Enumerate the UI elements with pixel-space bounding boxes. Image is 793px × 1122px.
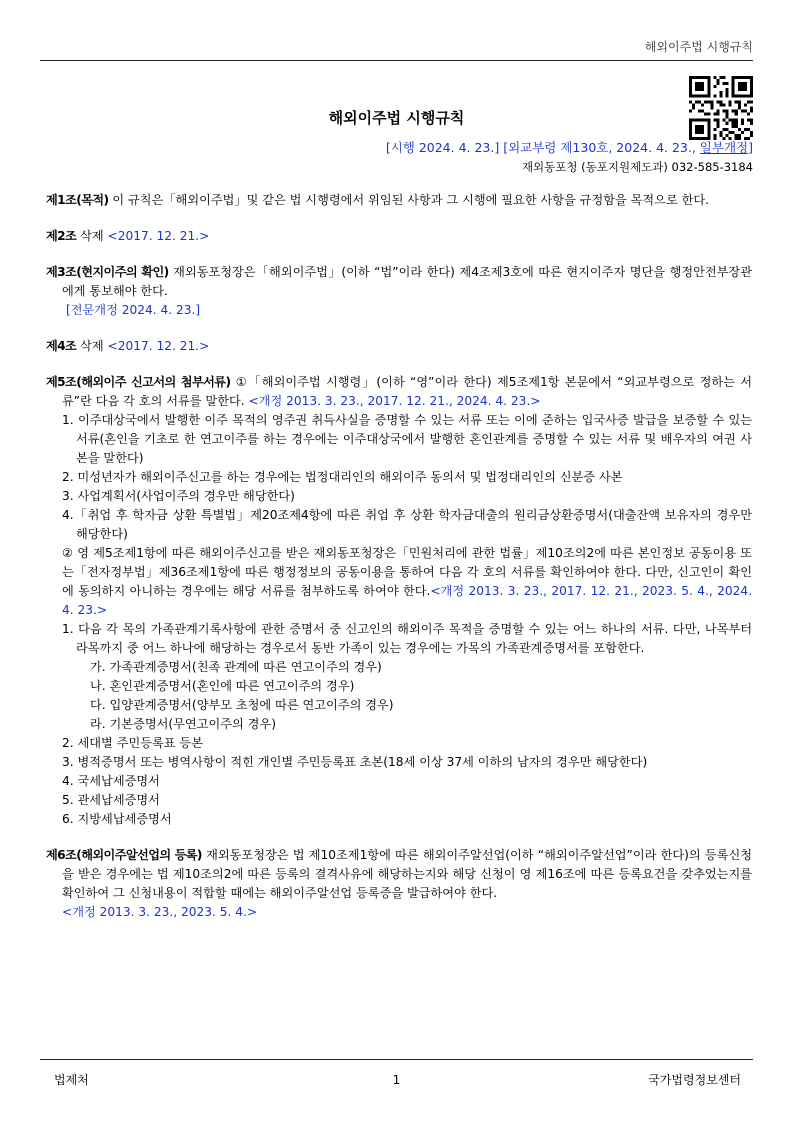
list-item: 1. 다음 각 목의 가족관계기록사항에 관한 증명서 중 신고인의 해외이주 목적을 증명할 수 있는 어느 하나의 서류. 다만, 나목부터 라목까지 중 어느 하나에 해당하는 경우로서 동반 가족이 있는 경우에는 가목의 가족관계증명서를 포함한다. [62, 622, 752, 655]
footer-source: 국가법령정보센터 [648, 1073, 741, 1087]
page-number: 1 [392, 1073, 401, 1087]
list-item: 5. 관세납세증명서 [62, 793, 160, 807]
article-5 [46, 373, 752, 829]
article-4 [46, 337, 752, 356]
revision-note: <개정 2013. 3. 23., 2023. 5. 4.> [62, 905, 258, 919]
footer-divider [40, 1059, 753, 1060]
enactment-info [386, 138, 753, 157]
revision-note: <개정 2013. 3. 23., 2017. 12. 21., 2024. 4. 23.> [248, 394, 541, 408]
list-item: 4.「취업 후 학자금 상환 특별법」제20조제4항에 따른 취업 후 상환 학자금대출의 원리금상환증명서(대출잔액 보유자의 경우만 해당한다) [62, 508, 752, 541]
sub-item: 나. 혼인관계증명서(혼인에 따른 연고이주의 경우) [90, 679, 355, 693]
article-heading: 제5조(해외이주 신고서의 첨부서류) [46, 375, 231, 389]
article-text: 재외동포청장은 법 제10조제1항에 따른 해외이주알선업(이하 “해외이주알선업”이라 한다)의 등록신청을 받은 경우에는 법 제10조의2에 따른 등록의 결격사유에 해당하는지와 해당 신청이 영 제16조에 따른 등록요건을 갖추었는지를 확인하여 그 신청내용이 적합할 때에는 해외이주알선업 등록증을 발급하여야 한다. [62, 848, 752, 900]
article-text: ①「해외이주법 시행령」(이하 “영”이라 한다) 제5조제1항 본문에서 “외교부령으로 정하는 서류”란 다음 각 호의 서류를 말한다. [62, 375, 753, 408]
list-item: 6. 지방세납세증명서 [62, 812, 172, 826]
enactment-text: [시행 2024. 4. 23.] [외교부령 제130호, 2024. 4. 23., [385, 140, 700, 155]
list-item: 4. 국세납세증명서 [62, 774, 160, 788]
article-1 [46, 191, 752, 210]
article-2 [46, 227, 752, 246]
article-text: 삭제 [76, 229, 108, 243]
list-item: 2. 미성년자가 해외이주신고를 하는 경우에는 법정대리인의 해외이주 동의서 및 법정대리인의 신분증 사본 [62, 470, 623, 484]
article-3 [46, 263, 752, 320]
revision-note: [전문개정 2024. 4. 23.] [66, 303, 201, 317]
article-heading: 제1조(목적) [46, 193, 109, 207]
article-paragraph-1 [46, 373, 752, 411]
department-contact: 재외동포청 (동포지원제도과) 032-585-3184 [521, 160, 753, 174]
article-text: 재외동포청장은「해외이주법」(이하 “법”이라 한다) 제4조제3호에 따른 현지이주자 명단을 행정안전부장관에게 통보해야 한다. [62, 265, 752, 298]
article-paragraph-2 [46, 544, 752, 620]
list-item: 3. 사업계획서(사업이주의 경우만 해당한다) [62, 489, 295, 503]
article-text: ② 영 제5조제1항에 따른 해외이주신고를 받은 재외동포청장은「민원처리에 관한 법률」제10조의2에 따른 본인정보 공동이용 또는「전자정부법」제36조제1항에 따른 행정정보의 공동이용을 통하여 다음 각 호의 서류를 확인하여야 한다. 다만, 신고인이 확인에 동의하지 아니하는 경우에는 해당 서류를 첨부하도록 하여야 한다. [62, 546, 752, 598]
sub-item: 라. 기본증명서(무연고이주의 경우) [90, 717, 276, 731]
article-text: 삭제 [76, 339, 108, 353]
article-heading: 제6조(해외이주알선업의 등록) [46, 848, 202, 862]
article-heading: 제4조 [46, 339, 77, 353]
header-divider [40, 60, 753, 61]
revision-note: <2017. 12. 21.> [107, 339, 210, 353]
law-body [46, 191, 752, 939]
article-heading: 제2조 [46, 229, 77, 243]
list-item: 1. 이주대상국에서 발행한 이주 목적의 영주권 취득사실을 증명할 수 있는 서류 또는 이에 준하는 입국사증 발급을 보증할 수 있는 서류(혼인을 기초로 한 연고이주를 하는 경우에는 이주대상국에서 발행한 혼인관계를 증명할 수 있는 서류 및 배우자의 여권 사본을 말한다) [62, 413, 752, 465]
article-heading: 제3조(현지이주의 확인) [46, 265, 169, 279]
enactment-text-end: ] [748, 140, 753, 155]
page-title: 해외이주법 시행규칙 [328, 109, 465, 127]
list-item: 3. 병적증명서 또는 병역사항이 적힌 개인별 주민등록표 초본(18세 이상 37세 이하의 남자의 경우만 해당한다) [62, 755, 648, 769]
sub-item: 다. 입양관계증명서(양부모 초청에 따른 연고이주의 경우) [90, 698, 394, 712]
document-running-title: 해외이주법 시행규칙 [644, 40, 753, 54]
article-6 [46, 846, 752, 922]
qr-code-icon [689, 76, 753, 140]
revision-note: <개정 2013. 3. 23., 2017. 12. 21., 2023. 5. 4., 2024. 4. 23.> [62, 584, 753, 617]
article-text: 이 규칙은「해외이주법」및 같은 법 시행령에서 위임된 사항과 그 시행에 필요한 사항을 규정함을 목적으로 한다. [108, 193, 710, 207]
revision-type-link[interactable]: 일부개정 [699, 140, 749, 155]
list-item: 2. 세대별 주민등록표 등본 [62, 736, 203, 750]
footer-publisher: 법제처 [54, 1073, 89, 1087]
revision-note: <2017. 12. 21.> [107, 229, 210, 243]
sub-item: 가. 가족관계증명서(친족 관계에 따른 연고이주의 경우) [90, 660, 382, 674]
